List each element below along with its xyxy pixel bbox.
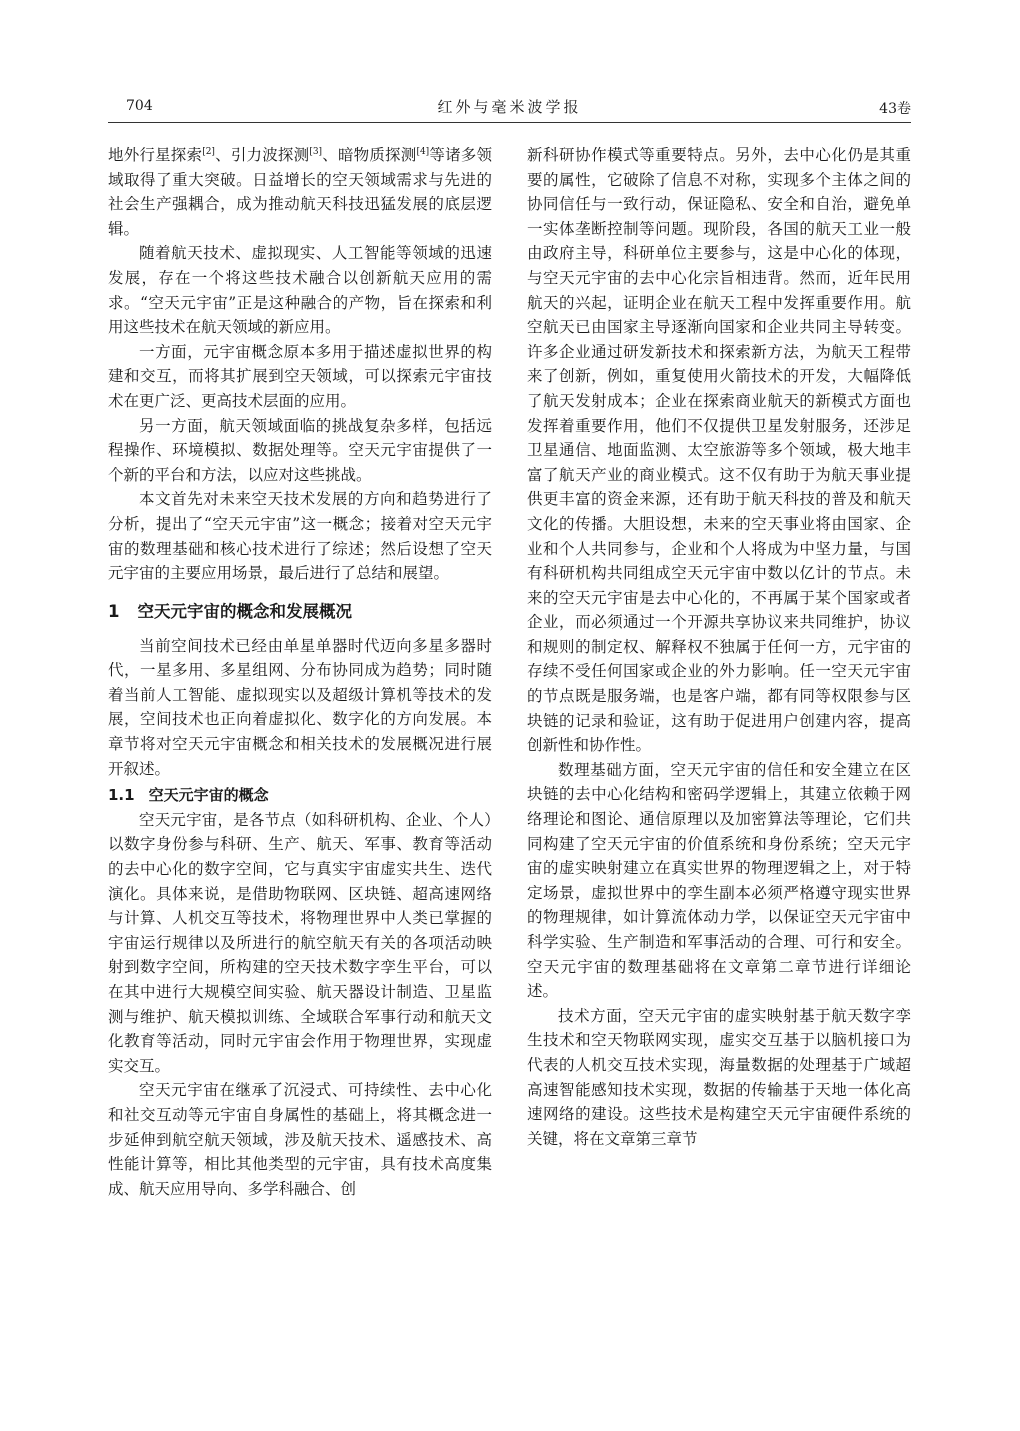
running-header xyxy=(108,96,911,123)
page-number: 704 xyxy=(126,98,153,114)
paragraph: 一方面，元宇宙概念原本多用于描述虚拟世界的构建和交互，而将其扩展到空天领域，可以探索元宇宙技术在更广泛、更高技术层面的应用。 xyxy=(108,342,492,410)
paragraph: 本文首先对未来空天技术发展的方向和趋势进行了分析，提出了“空天元宇宙”这一概念；接着对空天元宇宙的数理基础和核心技术进行了综述；然后设想了空天元宇宙的主要应用场景，最后进行了总结和展望。 xyxy=(108,490,492,583)
left-column xyxy=(108,143,492,1201)
journal-title: 红外与毫米波学报 xyxy=(437,98,582,116)
paragraph: 技术方面，空天元宇宙的虚实映射基于航天数字孪生技术和空天物联网实现，虚实交互基于以脑机接口为代表的人机交互技术实现，海量数据的处理基于广域超高速智能感知技术实现，数据的传输基于天地一体化高速网络的建设。这些技术是构建空天元宇宙硬件系统的关键，将在文章第三章节 xyxy=(527,1006,911,1148)
text-run: 地外行星探索 xyxy=(108,146,203,164)
right-column xyxy=(527,143,911,1151)
paragraph: 空天元宇宙在继承了沉浸式、可持续性、去中心化和社交互动等元宇宙自身属性的基础上，将其概念进一步延伸到航空航天领域，涉及航天技术、遥感技术、高性能计算等，相比其他类型的元宇宙，具有技术高度集成、航天应用导向、多学科融合、创 xyxy=(108,1081,492,1198)
citation-ref[interactable]: [4] xyxy=(416,146,430,157)
paragraph: 新科研协作模式等重要特点。另外，去中心化仍是其重要的属性，它破除了信息不对称，实现多个主体之间的协同信任与一致行动，保证隐私、安全和自治，避免单一实体垄断控制等问题。现阶段，各国的航天工业一般由政府主导，科研单位主要参与，这是中心化的体现，与空天元宇宙的去中心化宗旨相违背。然而，近年民用航天的兴起，证明企业在航天工程中发挥重要作用。航空航天已由国家主导逐渐向国家和企业共同主导转变。许多企业通过研发新技术和探索新方法，为航天工程带来了创新，例如，重复使用火箭技术的开发，大幅降低了航天发射成本；企业在探索商业航天的新模式方面也发挥着重要作用，他们不仅提供卫星发射服务，还涉足卫星通信、地面监测、太空旅游等多个领域，极大地丰富了航天产业的商业模式。这不仅有助于为航天事业提供更丰富的资金来源，还有助于航天科技的普及和航天文化的传播。大胆设想，未来的空天事业将由国家、企业和个人共同参与，企业和个人将成为中坚力量，与国有科研机构共同组成空天元宇宙中数以亿计的节点。未来的空天元宇宙是去中心化的，不再属于某个国家或者企业，而必须通过一个开源共享协议来共同维护，协议和规则的制定权、解释权不独属于任何一方，元宇宙的存续不受任何国家或企业的外力影响。任一空天元宇宙的节点既是服务端，也是客户端，都有同等权限参与区块链的记录和验证，这有助于促进用户创建内容，提高创新性和协作性。 xyxy=(527,146,911,755)
subsection-title: 空天元宇宙的概念 xyxy=(148,786,269,805)
subsection-heading xyxy=(108,783,492,808)
citation-ref[interactable]: [3] xyxy=(309,146,323,157)
subsection-number: 1.1 xyxy=(108,786,135,805)
text-run: 、引力波探测 xyxy=(214,146,310,164)
citation-ref[interactable]: [2] xyxy=(202,146,215,157)
paragraph: 当前空间技术已经由单星单器时代迈向多星多器时代，一星多用、多星组网、分布协同成为趋势；同时随着当前人工智能、虚拟现实以及超级计算机等技术的发展，空间技术也正向着虚拟化、数字化的方向发展。本章节将对空天元宇宙概念和相关技术的发展概况进行展开叙述。 xyxy=(108,636,492,778)
section-heading xyxy=(108,600,492,624)
volume-label: 43卷 xyxy=(879,101,911,117)
paragraph: 随着航天技术、虚拟现实、人工智能等领域的迅速发展，存在一个将这些技术融合以创新航天应用的需求。“空天元宇宙”正是这种融合的产物，旨在探索和利用这些技术在航天领域的新应用。 xyxy=(108,244,492,337)
paragraph xyxy=(108,143,492,241)
section-title: 空天元宇宙的概念和发展概况 xyxy=(137,601,352,621)
text-run: 等诸多领域取得了重大突破。日益增长的空天领域需求与先进的社会生产强耦合，成为推动航天科技迅猛发展的底层逻辑。 xyxy=(108,146,492,238)
text-run: 、暗物质探测 xyxy=(322,146,417,164)
paragraph: 另一方面，航天领域面临的挑战复杂多样，包括远程操作、环境模拟、数据处理等。空天元宇宙提供了一个新的平台和方法，以应对这些挑战。 xyxy=(108,416,492,484)
section-number: 1 xyxy=(108,601,120,621)
paragraph: 空天元宇宙，是各节点（如科研机构、企业、个人）以数字身份参与科研、生产、航天、军事、教育等活动的去中心化的数字空间，它与真实宇宙虚实共生、迭代演化。具体来说，是借助物联网、区块链、超高速网络与计算、人机交互等技术，将物理世界中人类已掌握的宇宙运行规律以及所进行的航空航天有关的各项活动映射到数字空间，所构建的空天技术数字孪生平台，可以在其中进行大规模空间实验、航天器设计制造、卫星监测与维护、航天模拟训练、全域联合军事行动和航天文化教育等活动，同时元宇宙会作用于物理世界，实现虚实交互。 xyxy=(108,810,492,1075)
paragraph: 数理基础方面，空天元宇宙的信任和安全建立在区块链的去中心化结构和密码学逻辑上，其建立依赖于网络理论和图论、通信原理以及加密算法等理论，它们共同构建了空天元宇宙的价值系统和身份系统；空天元宇宙的虚实映射建立在真实世界的物理逻辑之上，对于特定场景，虚拟世界中的孪生副本必须严格遵守现实世界的物理规律，如计算流体动力学，以保证空天元宇宙中科学实验、生产制造和军事活动的合理、可行和安全。空天元宇宙的数理基础将在文章第二章节进行详细论述。 xyxy=(527,760,911,1001)
